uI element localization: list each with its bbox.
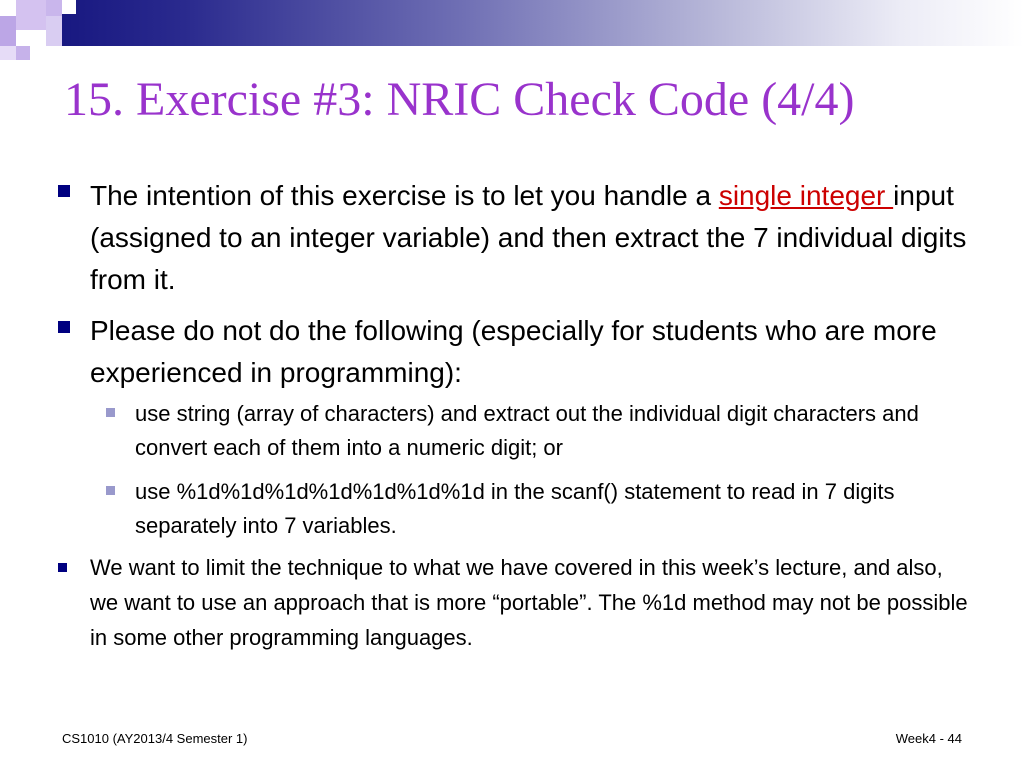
- slide-title: 15. Exercise #3: NRIC Check Code (4/4): [64, 73, 855, 126]
- bullet-text: The intention of this exercise is to let you handle a: [90, 180, 719, 211]
- footer-page-number: Week4 - 44: [895, 731, 962, 746]
- sub-bullet-text: use %1d%1d%1d%1d%1d%1d%1d in the scanf() statement to read in 7 digits separately into 7 variables.: [135, 479, 895, 538]
- sub-bullet-marker: [106, 408, 115, 417]
- highlighted-term: single integer: [718, 180, 894, 211]
- bullet-text: We want to limit the technique to what we have covered in this week’s lecture, and also, we want to use an approach that is more “portable”. The %1d method may not be possible in some other programming languages.: [90, 555, 968, 650]
- footer-course-label: CS1010 (AY2013/4 Semester 1): [62, 731, 248, 746]
- bullet-marker: [58, 321, 70, 333]
- bullet-text: Please do not do the following (especially for students who are more experienced in programming):: [90, 315, 937, 388]
- bullet-item: [90, 175, 970, 301]
- bullet-marker: [58, 185, 70, 197]
- sub-bullet-marker: [106, 486, 115, 495]
- bullet-text: input (assigned to an integer variable) and then extract the 7 individual digits from it.: [90, 180, 967, 295]
- bullet-item: [90, 310, 970, 394]
- sub-bullet-item: [135, 397, 955, 465]
- sub-bullet-text: use string (array of characters) and extract out the individual digit characters and convert each of them into a numeric digit; or: [135, 401, 919, 460]
- sub-bullet-item: [135, 475, 955, 543]
- bullet-item: [90, 550, 970, 655]
- bullet-marker: [58, 563, 67, 572]
